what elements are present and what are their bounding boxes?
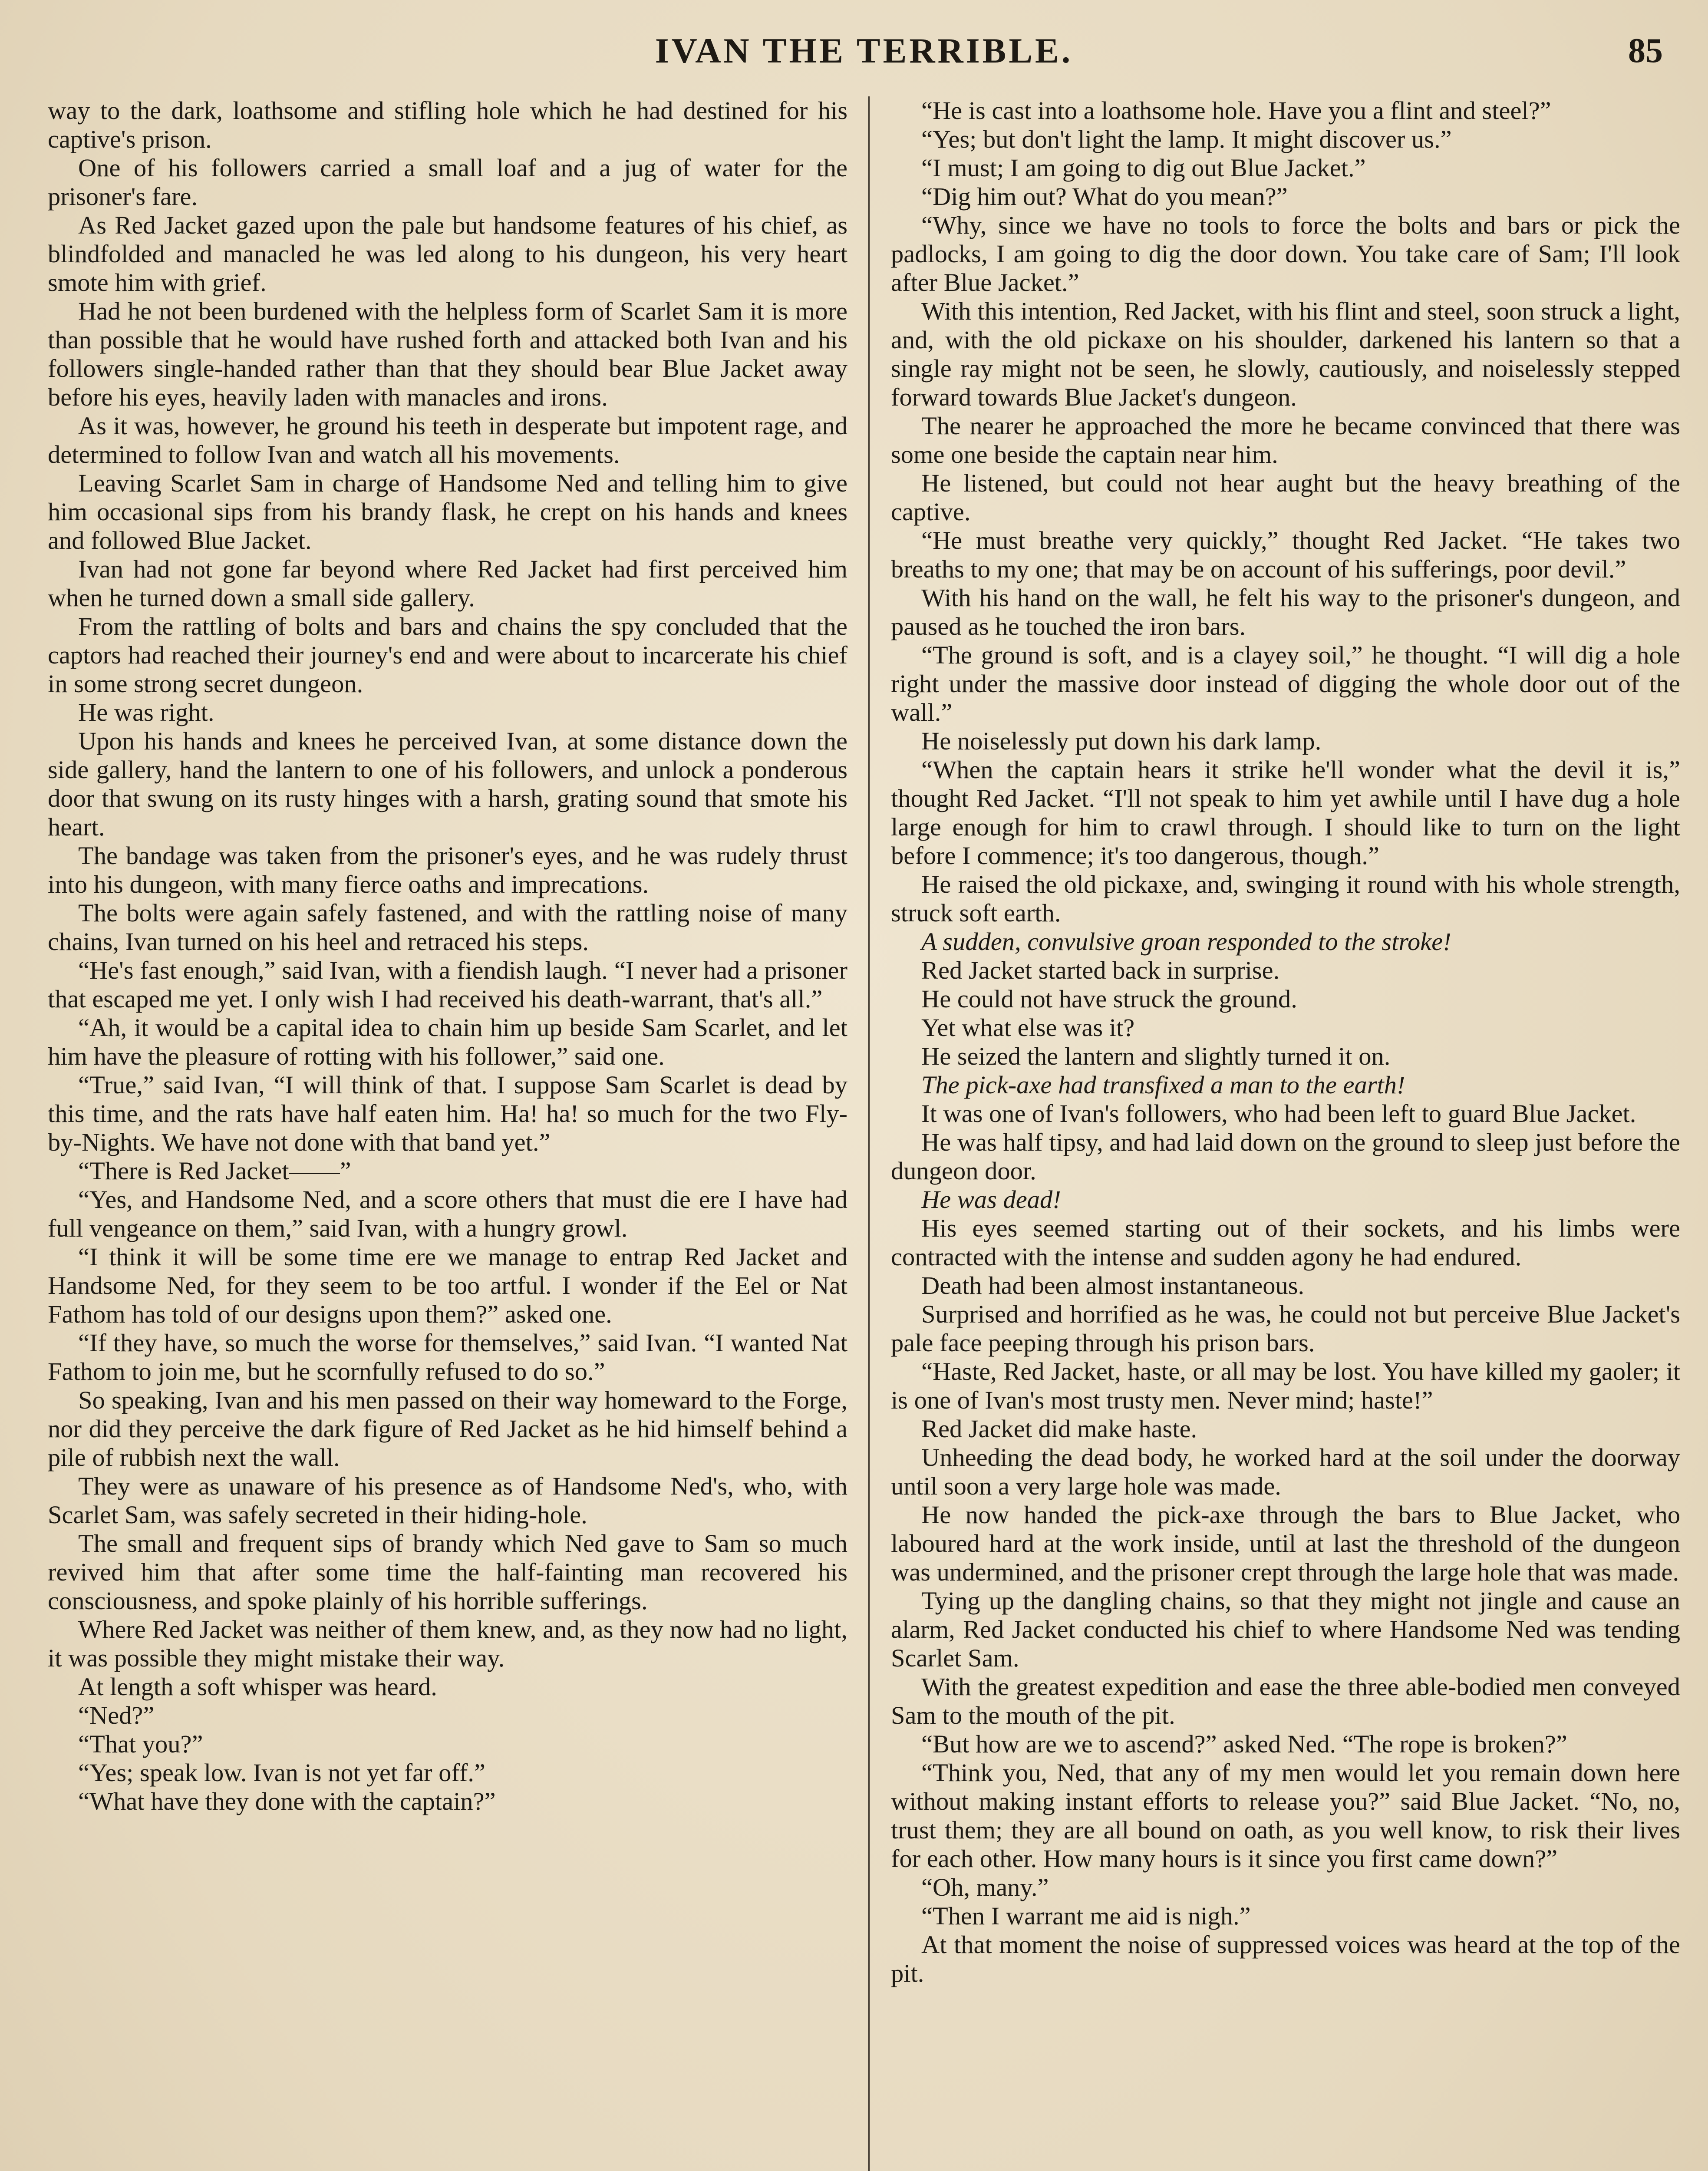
paragraph: With the greatest expedition and ease the three able-bodied men conveyed Sam to the mouth of the pit. xyxy=(891,1673,1680,1729)
paragraph: The small and frequent sips of brandy which Ned gave to Sam so much revived him that after some time the half-fainting man recovered his consciousness, and spoke plainly of his horrible sufferings. xyxy=(48,1529,847,1615)
running-title: IVAN THE TERRIBLE. xyxy=(655,31,1073,70)
paragraph: From the rattling of bolts and bars and chains the spy concluded that the captors had reached their journey's end and were about to incarcerate his chief in some strong secret dungeon. xyxy=(48,612,847,698)
paragraph: The bolts were again safely fastened, and with the rattling noise of many chains, Ivan turned on his heel and retraced his steps. xyxy=(48,899,847,956)
paragraph: Red Jacket started back in surprise. xyxy=(921,956,1280,984)
italic-paragraph: A sudden, convulsive groan responded to the stroke! xyxy=(921,927,1451,956)
paragraph: “He must breathe very quickly,” thought Red Jacket. “He takes two breaths to my one; that may be on account of his sufferings, poor devil.” xyxy=(891,526,1680,583)
italic-paragraph: He was dead! xyxy=(921,1185,1061,1214)
paragraph: “Yes, and Handsome Ned, and a score others that must die ere I have had full vengeance on them,” said Ivan, with a hungry growl. xyxy=(48,1185,847,1242)
page-header xyxy=(48,27,1680,75)
paragraph: Where Red Jacket was neither of them knew, and, as they now had no light, it was possible they might mistake their way. xyxy=(48,1615,847,1672)
paragraph: “He is cast into a loathsome hole. Have you a flint and steel?” xyxy=(921,96,1551,125)
paragraph: “But how are we to ascend?” asked Ned. “The rope is broken?” xyxy=(921,1730,1567,1758)
paragraph: “What have they done with the captain?” xyxy=(78,1787,496,1815)
paragraph: “If they have, so much the worse for themselves,” said Ivan. “I wanted Nat Fathom to join me, but he scornfully refused to do so.” xyxy=(48,1329,847,1386)
paragraph: He raised the old pickaxe, and, swinging it round with his whole strength, struck soft earth. xyxy=(891,870,1680,927)
paragraph: They were as unaware of his presence as of Handsome Ned's, who, with Scarlet Sam, was safely secreted in their hiding-hole. xyxy=(48,1472,847,1529)
paragraph: Surprised and horrified as he was, he could not but perceive Blue Jacket's pale face peeping through his prison bars. xyxy=(891,1300,1680,1357)
paragraph: At that moment the noise of suppressed voices was heard at the top of the pit. xyxy=(891,1930,1680,1987)
paragraph: His eyes seemed starting out of their sockets, and his limbs were contracted with the intense and sudden agony he had endured. xyxy=(891,1214,1680,1271)
paragraph: Unheeding the dead body, he worked hard at the soil under the doorway until soon a very large hole was made. xyxy=(891,1443,1680,1500)
paragraph: “Yes; but don't light the lamp. It might discover us.” xyxy=(921,125,1452,153)
paragraph: “I must; I am going to dig out Blue Jacket.” xyxy=(921,154,1366,182)
left-column xyxy=(48,96,847,2171)
paragraph: Tying up the dangling chains, so that they might not jingle and cause an alarm, Red Jacket conducted his chief to where Handsome Ned was tending Scarlet Sam. xyxy=(891,1587,1680,1672)
italic-paragraph: The pick-axe had transfixed a man to the earth! xyxy=(921,1071,1405,1099)
paragraph: Upon his hands and knees he perceived Ivan, at some distance down the side gallery, hand the lantern to one of his followers, and unlock a ponderous door that swung on its rusty hinges with a harsh, grating sound that smote his heart. xyxy=(48,727,847,841)
paragraph: He seized the lantern and slightly turned it on. xyxy=(921,1042,1391,1070)
paragraph: One of his followers carried a small loaf and a jug of water for the prisoner's fare. xyxy=(48,154,847,211)
paragraph: Yet what else was it? xyxy=(921,1013,1135,1042)
paragraph: So speaking, Ivan and his men passed on their way homeward to the Forge, nor did they perceive the dark figure of Red Jacket as he hid himself behind a pile of rubbish next the wall. xyxy=(48,1386,847,1472)
paragraph: He was right. xyxy=(78,698,214,726)
paragraph: He noiselessly put down his dark lamp. xyxy=(921,727,1322,755)
paragraph: He could not have struck the ground. xyxy=(921,985,1297,1013)
paragraph: “Ned?” xyxy=(78,1701,155,1729)
paragraph: Leaving Scarlet Sam in charge of Handsome Ned and telling him to give him occasional sips from his brandy flask, he crept on his hands and knees and followed Blue Jacket. xyxy=(48,469,847,554)
paragraph: “When the captain hears it strike he'll wonder what the devil it is,” thought Red Jacket. “I'll not speak to him yet awhile until I have dug a hole large enough for him to crawl through. I should like to turn on the light before I commence; it's too dangerous, though.” xyxy=(891,756,1680,870)
paragraph: He now handed the pick-axe through the bars to Blue Jacket, who laboured hard at the work inside, until at last the threshold of the dungeon was undermined, and the prisoner crept through the large hole that was made. xyxy=(891,1501,1680,1586)
paragraph: “Then I warrant me aid is nigh.” xyxy=(921,1902,1251,1930)
paragraph: The bandage was taken from the prisoner's eyes, and he was rudely thrust into his dungeon, with many fierce oaths and imprecations. xyxy=(48,841,847,898)
paragraph: “Ah, it would be a capital idea to chain him up beside Sam Scarlet, and let him have the pleasure of rotting with his follower,” said one. xyxy=(48,1013,847,1070)
paragraph: “Think you, Ned, that any of my men would let you remain down here without making instant efforts to release you?” said Blue Jacket. “No, no, trust them; they are all bound on oath, as you well know, to risk their lives for each other. How many hours is it since you first came down?” xyxy=(891,1759,1680,1873)
paragraph: way to the dark, loathsome and stifling hole which he had destined for his captive's prison. xyxy=(48,96,847,153)
paragraph: “True,” said Ivan, “I will think of that. I suppose Sam Scarlet is dead by this time, and the rats have half eaten him. Ha! ha! so much for the two Fly-by-Nights. We have not done with that band yet.” xyxy=(48,1071,847,1156)
paragraph: At length a soft whisper was heard. xyxy=(78,1673,437,1701)
paragraph: With his hand on the wall, he felt his way to the prisoner's dungeon, and paused as he touched the iron bars. xyxy=(891,584,1680,640)
paragraph: Death had been almost instantaneous. xyxy=(921,1271,1305,1300)
paragraph: He was half tipsy, and had laid down on the ground to sleep just before the dungeon door. xyxy=(891,1128,1680,1185)
paragraph: As it was, however, he ground his teeth in desperate but impotent rage, and determined to follow Ivan and watch all his movements. xyxy=(48,412,847,469)
paragraph: He listened, but could not hear aught but the heavy breathing of the captive. xyxy=(891,469,1680,526)
paragraph: It was one of Ivan's followers, who had been left to guard Blue Jacket. xyxy=(921,1099,1636,1128)
paragraph: With this intention, Red Jacket, with his flint and steel, soon struck a light, and, with the old pickaxe on his shoulder, darkened his lantern so that a single ray might not be seen, he slowly, cautiously, and noiselessly stepped forward towards Blue Jacket's dungeon. xyxy=(891,297,1680,411)
paragraph: “Why, since we have no tools to force the bolts and bars or pick the padlocks, I am going to dig the door down. You take care of Sam; I'll look after Blue Jacket.” xyxy=(891,211,1680,297)
paragraph: “That you?” xyxy=(78,1730,203,1758)
paragraph: “There is Red Jacket——” xyxy=(78,1157,351,1185)
column-divider xyxy=(868,96,870,2171)
paragraph: Ivan had not gone far beyond where Red Jacket had first perceived him when he turned down a small side gallery. xyxy=(48,555,847,612)
page-number: 85 xyxy=(1628,32,1663,70)
paragraph: “He's fast enough,” said Ivan, with a fiendish laugh. “I never had a prisoner that escaped me yet. I only wish I had received his death-warrant, that's all.” xyxy=(48,956,847,1013)
paragraph: As Red Jacket gazed upon the pale but handsome features of his chief, as blindfolded and manacled he was led along to his dungeon, his very heart smote him with grief. xyxy=(48,211,847,297)
paragraph: “Oh, many.” xyxy=(921,1873,1049,1901)
paragraph: “I think it will be some time ere we manage to entrap Red Jacket and Handsome Ned, for they seem to be too artful. I wonder if the Eel or Nat Fathom has told of our designs upon them?” asked one. xyxy=(48,1243,847,1328)
paragraph: “Haste, Red Jacket, haste, or all may be lost. You have killed my gaoler; it is one of Ivan's most trusty men. Never mind; haste!” xyxy=(891,1357,1680,1414)
paragraph: “The ground is soft, and is a clayey soil,” he thought. “I will dig a hole right under the massive door instead of digging the whole door out of the wall.” xyxy=(891,641,1680,726)
paragraph: “Yes; speak low. Ivan is not yet far off.” xyxy=(78,1759,485,1787)
paragraph: “Dig him out? What do you mean?” xyxy=(921,182,1288,211)
right-column xyxy=(891,96,1680,2171)
paragraph: The nearer he approached the more he became convinced that there was some one beside the captain near him. xyxy=(891,412,1680,469)
paragraph: Red Jacket did make haste. xyxy=(921,1415,1197,1443)
paragraph: Had he not been burdened with the helpless form of Scarlet Sam it is more than possible that he would have rushed forth and attacked both Ivan and his followers single-handed rather than that they should bear Blue Jacket away before his eyes, heavily laden with manacles and irons. xyxy=(48,297,847,411)
